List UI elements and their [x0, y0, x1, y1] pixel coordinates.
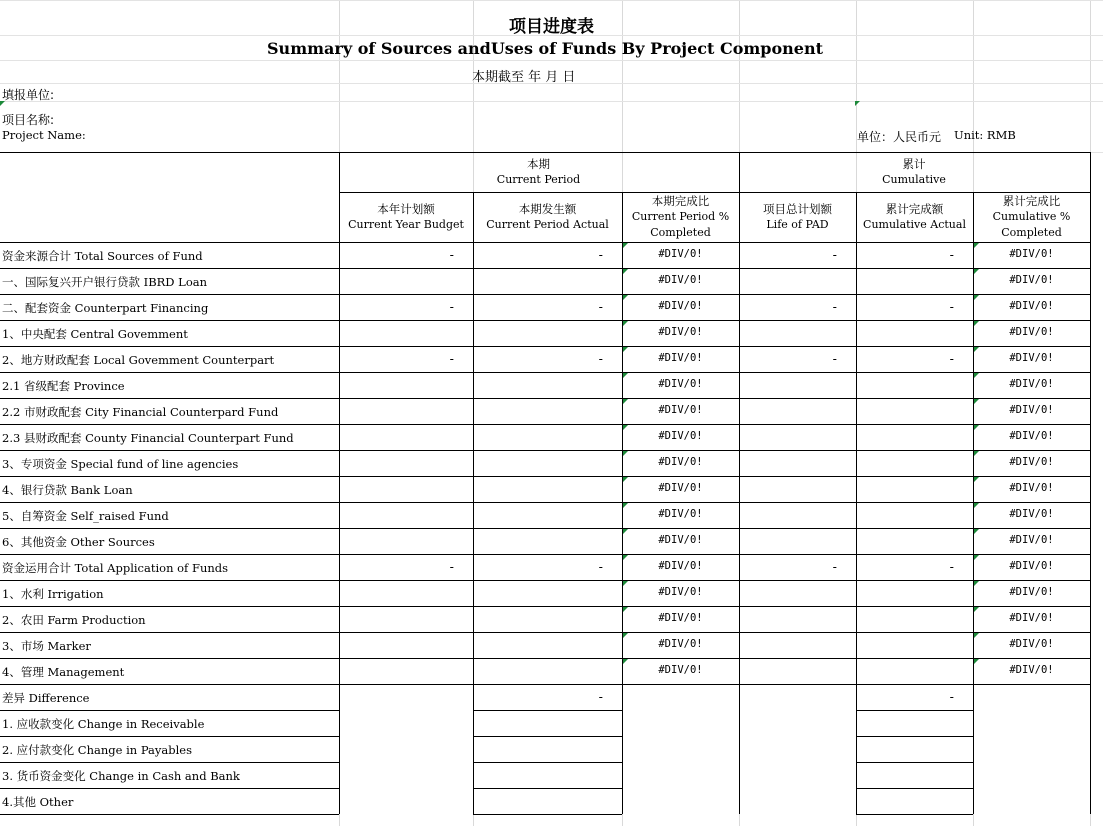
row-label: 3、市场 Marker: [2, 639, 91, 653]
table-cell[interactable]: -: [598, 352, 603, 366]
table-cell[interactable]: #DIV/0!: [1009, 300, 1054, 312]
row-label: 1. 应收款变化 Change in Receivable: [2, 717, 205, 731]
row-label: 2.3 县财政配套 County Financial Counterpart Fund: [2, 431, 294, 445]
gridline-horizontal: [0, 60, 1103, 61]
border-line: [0, 502, 1090, 503]
border-line: [473, 814, 622, 815]
gridline-horizontal: [0, 0, 1103, 1]
border-line: [0, 788, 339, 789]
table-cell[interactable]: #DIV/0!: [1009, 378, 1054, 390]
row-label: 2. 应付款变化 Change in Payables: [2, 743, 192, 757]
border-line: [0, 372, 1090, 373]
table-cell[interactable]: #DIV/0!: [1009, 664, 1054, 676]
table-cell[interactable]: -: [598, 248, 603, 262]
border-line: [0, 450, 1090, 451]
table-cell[interactable]: -: [598, 300, 603, 314]
table-cell[interactable]: #DIV/0!: [1009, 482, 1054, 494]
table-cell[interactable]: -: [832, 248, 837, 262]
table-cell[interactable]: -: [449, 300, 454, 314]
page-title-cn: 项目进度表: [509, 17, 594, 37]
row-label: 资金运用合计 Total Application of Funds: [2, 561, 229, 575]
column-header-en: Current Year Budget: [348, 218, 464, 231]
table-cell[interactable]: #DIV/0!: [1009, 326, 1054, 338]
column-header: [973, 193, 1090, 241]
table-cell[interactable]: -: [949, 560, 954, 574]
border-line: [856, 736, 973, 737]
border-line: [0, 398, 1090, 399]
table-cell[interactable]: -: [949, 248, 954, 262]
table-cell[interactable]: #DIV/0!: [658, 274, 703, 286]
row-label: 一、国际复兴开户银行贷款 IBRD Loan: [2, 275, 208, 289]
border-line: [473, 736, 622, 737]
border-line: [0, 736, 339, 737]
table-cell[interactable]: -: [449, 560, 454, 574]
border-line: [0, 242, 1090, 243]
row-label: 3、专项资金 Special fund of line agencies: [2, 457, 239, 471]
project-name-en-label: Project Name:: [2, 128, 86, 142]
table-cell[interactable]: #DIV/0!: [1009, 508, 1054, 520]
column-header-en: Life of PAD: [766, 218, 829, 231]
table-cell[interactable]: -: [449, 352, 454, 366]
border-line: [0, 684, 1090, 685]
table-cell[interactable]: #DIV/0!: [658, 326, 703, 338]
row-label: 二、配套资金 Counterpart Financing: [2, 301, 209, 315]
reporting-unit-label: 填报单位:: [2, 88, 55, 102]
table-cell[interactable]: -: [949, 352, 954, 366]
table-cell[interactable]: -: [598, 560, 603, 574]
border-line: [473, 762, 622, 763]
border-line: [0, 152, 1090, 153]
border-line: [1090, 152, 1091, 814]
comment-marker: [855, 101, 860, 106]
header-cumulative: [739, 156, 1089, 188]
table-cell[interactable]: #DIV/0!: [658, 456, 703, 468]
table-cell[interactable]: #DIV/0!: [1009, 274, 1054, 286]
page-title-en: Summary of Sources andUses of Funds By Project Component: [267, 39, 823, 58]
unit-en-label: Unit: RMB: [954, 128, 1016, 142]
table-cell[interactable]: #DIV/0!: [658, 352, 703, 364]
header-cumulative-cn: 累计: [902, 157, 926, 171]
row-label: 2.2 市财政配套 City Financial Counterpard Fund: [2, 405, 279, 419]
column-header: [473, 201, 622, 233]
table-cell[interactable]: #DIV/0!: [1009, 638, 1054, 650]
table-cell[interactable]: #DIV/0!: [658, 560, 703, 572]
column-header-cn: 累计完成比: [1002, 194, 1061, 208]
column-header-en: Cumulative Actual: [863, 218, 966, 231]
row-label: 5、自筹资金 Self_raised Fund: [2, 509, 169, 523]
project-name-cn-label: 项目名称:: [2, 113, 55, 127]
table-cell[interactable]: -: [832, 352, 837, 366]
border-line: [856, 710, 973, 711]
row-label: 4.其他 Other: [2, 795, 74, 809]
table-cell[interactable]: -: [832, 560, 837, 574]
table-cell[interactable]: #DIV/0!: [658, 612, 703, 624]
table-cell[interactable]: -: [832, 300, 837, 314]
table-cell[interactable]: #DIV/0!: [1009, 560, 1054, 572]
row-label: 2、农田 Farm Production: [2, 613, 146, 627]
row-label: 3. 货币资金变化 Change in Cash and Bank: [2, 769, 240, 783]
border-line: [0, 424, 1090, 425]
unit-cn-label: 单位：人民币元: [857, 130, 942, 144]
column-header-en: Cumulative %: [992, 210, 1071, 223]
border-line: [856, 814, 973, 815]
table-cell[interactable]: -: [598, 690, 603, 704]
table-cell[interactable]: #DIV/0!: [658, 430, 703, 442]
period-end-date: 本期截至 年 月 日: [472, 70, 576, 85]
border-line: [0, 528, 1090, 529]
row-label: 2.1 省级配套 Province: [2, 379, 125, 393]
table-cell[interactable]: #DIV/0!: [658, 248, 703, 260]
border-line: [0, 580, 1090, 581]
column-header-en: Current Period Actual: [486, 218, 609, 231]
border-line: [622, 684, 623, 814]
border-line: [473, 788, 622, 789]
table-cell[interactable]: #DIV/0!: [1009, 534, 1054, 546]
border-line: [0, 658, 1090, 659]
column-header-en-line2: Completed: [1001, 226, 1062, 239]
column-header-en-line2: Completed: [650, 226, 711, 239]
table-cell[interactable]: #DIV/0!: [1009, 352, 1054, 364]
border-line: [0, 476, 1090, 477]
border-line: [0, 294, 1090, 295]
row-label: 2、地方财政配套 Local Govemment Counterpart: [2, 353, 275, 367]
column-header-cn: 项目总计划额: [763, 202, 832, 216]
row-label: 4、银行贷款 Bank Loan: [2, 483, 133, 497]
row-label: 6、其他资金 Other Sources: [2, 535, 155, 549]
column-header-cn: 本期发生额: [518, 202, 577, 216]
table-cell[interactable]: #DIV/0!: [658, 664, 703, 676]
column-header-cn: 累计完成额: [885, 202, 944, 216]
row-label: 差异 Difference: [2, 691, 90, 705]
header-current-period-cn: 本期: [527, 157, 550, 171]
column-header-cn: 本年计划额: [377, 202, 435, 216]
column-header: [622, 193, 739, 241]
border-line: [0, 554, 1090, 555]
border-line: [973, 684, 974, 814]
table-cell[interactable]: #DIV/0!: [658, 404, 703, 416]
column-header: [856, 201, 973, 233]
table-cell[interactable]: -: [949, 690, 954, 704]
table-cell[interactable]: #DIV/0!: [658, 508, 703, 520]
table-cell[interactable]: #DIV/0!: [1009, 404, 1054, 416]
column-header: [739, 201, 856, 233]
table-cell[interactable]: #DIV/0!: [1009, 430, 1054, 442]
table-cell[interactable]: #DIV/0!: [1009, 248, 1054, 260]
table-cell[interactable]: #DIV/0!: [1009, 586, 1054, 598]
border-line: [0, 762, 339, 763]
row-label: 资金来源合计 Total Sources of Fund: [2, 249, 203, 263]
border-line: [473, 710, 622, 711]
border-line: [0, 632, 1090, 633]
column-header: [339, 201, 473, 233]
table-cell[interactable]: -: [449, 248, 454, 262]
row-label: 1、水利 Irrigation: [2, 587, 104, 601]
table-cell[interactable]: #DIV/0!: [1009, 456, 1054, 468]
border-line: [0, 606, 1090, 607]
column-header-cn: 本期完成比: [651, 194, 710, 208]
border-line: [0, 268, 1090, 269]
comment-marker: [0, 101, 5, 106]
border-line: [856, 788, 973, 789]
border-line: [0, 814, 339, 815]
table-cell[interactable]: #DIV/0!: [658, 534, 703, 546]
table-cell[interactable]: #DIV/0!: [658, 482, 703, 494]
row-label: 1、中央配套 Central Govemment: [2, 327, 188, 341]
row-label: 4、管理 Management: [2, 665, 125, 679]
table-cell[interactable]: #DIV/0!: [658, 586, 703, 598]
column-header-en: Current Period %: [631, 210, 730, 223]
table-cell[interactable]: #DIV/0!: [658, 638, 703, 650]
border-line: [0, 320, 1090, 321]
header-current-period-en: Current Period: [496, 173, 581, 186]
gridline-horizontal: [0, 101, 1103, 102]
table-cell[interactable]: -: [949, 300, 954, 314]
border-line: [856, 762, 973, 763]
table-cell[interactable]: #DIV/0!: [1009, 612, 1054, 624]
header-cumulative-en: Cumulative: [882, 173, 946, 186]
border-line: [0, 346, 1090, 347]
border-line: [0, 710, 339, 711]
table-cell[interactable]: #DIV/0!: [658, 378, 703, 390]
table-cell[interactable]: #DIV/0!: [658, 300, 703, 312]
header-current-period: [339, 156, 738, 188]
